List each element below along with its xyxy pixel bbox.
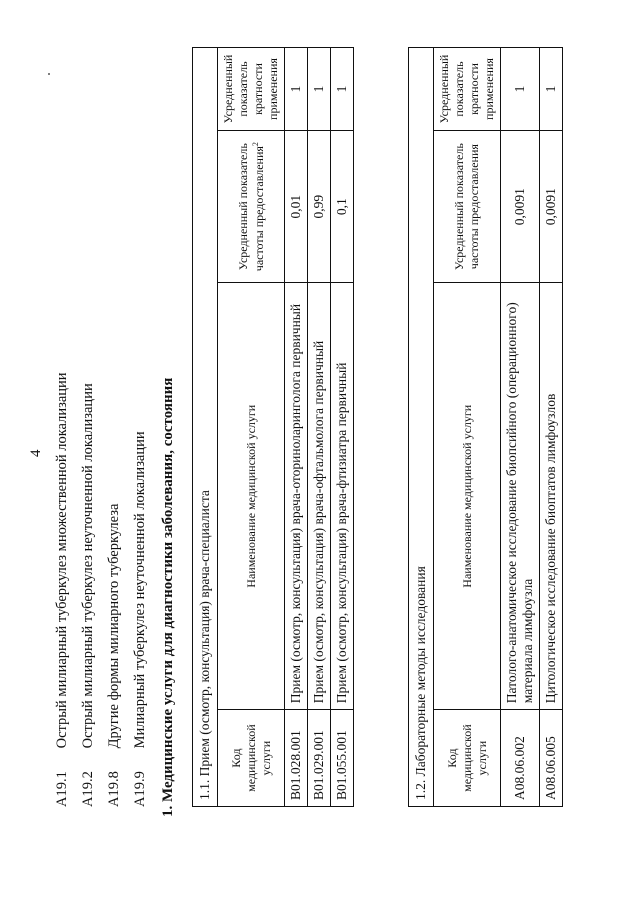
table-header-row [434,48,501,807]
diagnosis-item [106,372,132,807]
service-frequency: 0,01 [285,131,308,283]
page-number: 4 [28,449,44,457]
table-caption-row [193,48,218,807]
table-row [501,48,540,807]
service-frequency: 0,99 [308,131,331,283]
diagnosis-list [54,372,158,807]
header-name: Наименование медицинской услуги [218,283,285,710]
service-frequency: 0,0091 [501,131,540,283]
header-frequency-text: Усредненный показатель частоты предоставления [235,143,266,272]
service-name: Патолого-анатомическое исследование биопсийного (операционного) материала лимфоузла [501,283,540,710]
header-code: Код медицинской услуги [434,710,501,807]
table-caption: 1.2. Лабораторные методы исследования [409,48,434,807]
service-code: B01.029.001 [308,710,331,807]
table-caption-row [409,48,434,807]
header-code: Код медицинской услуги [218,710,285,807]
section-title: 1. Медицинские услуги для диагностики заболевания, состояния [160,377,176,817]
service-multiplicity: 1 [501,48,540,131]
diagnosis-code: A19.1 [54,771,70,807]
diagnosis-name: Другие формы милиарного туберкулеза [106,503,122,749]
scan-speck [48,73,50,75]
service-multiplicity: 1 [540,48,563,131]
service-code: A08.06.005 [540,710,563,807]
service-multiplicity: 1 [285,48,308,131]
service-code: A08.06.002 [501,710,540,807]
table-row [285,48,308,807]
header-multiplicity: Усредненный показатель кратности применения [218,48,285,131]
diagnosis-item [54,372,80,807]
diagnosis-code: A19.9 [132,771,148,807]
diagnosis-name: Милиарный туберкулез неуточненной локализации [132,431,148,749]
service-name: Прием (осмотр, консультация) врача-оториноларинголога первичный [285,283,308,710]
header-name: Наименование медицинской услуги [434,283,501,710]
table-row [540,48,563,807]
diagnosis-item [132,372,158,807]
table-row [331,48,354,807]
table-header-row [218,48,285,807]
service-name: Прием (осмотр, консультация) врача-фтизиатра первичный [331,283,354,710]
service-name: Цитологическое исследование биоптатов лимфоузлов [540,283,563,710]
consultation-table [192,47,354,807]
service-name: Прием (осмотр, консультация) врача-офтальмолога первичный [308,283,331,710]
service-frequency: 0,1 [331,131,354,283]
header-multiplicity: Усредненный показатель кратности применения [434,48,501,131]
diagnosis-item [80,372,106,807]
diagnosis-name: Острый милиарный туберкулез множественной локализации [54,372,70,749]
header-frequency: Усредненный показатель частоты предоставления [434,131,501,283]
table-row [308,48,331,807]
service-frequency: 0,0091 [540,131,563,283]
service-code: B01.055.001 [331,710,354,807]
lab-methods-table [408,47,563,807]
table-caption: 1.1. Прием (осмотр, консультация) врача-специалиста [193,48,218,807]
diagnosis-name: Острый милиарный туберкулез неуточненной локализации [80,383,96,749]
diagnosis-code: A19.2 [80,771,96,807]
footnote-marker: 2 [250,142,260,147]
service-code: B01.028.001 [285,710,308,807]
diagnosis-code: A19.8 [106,771,122,807]
service-multiplicity: 1 [308,48,331,131]
header-frequency [218,131,285,283]
service-multiplicity: 1 [331,48,354,131]
